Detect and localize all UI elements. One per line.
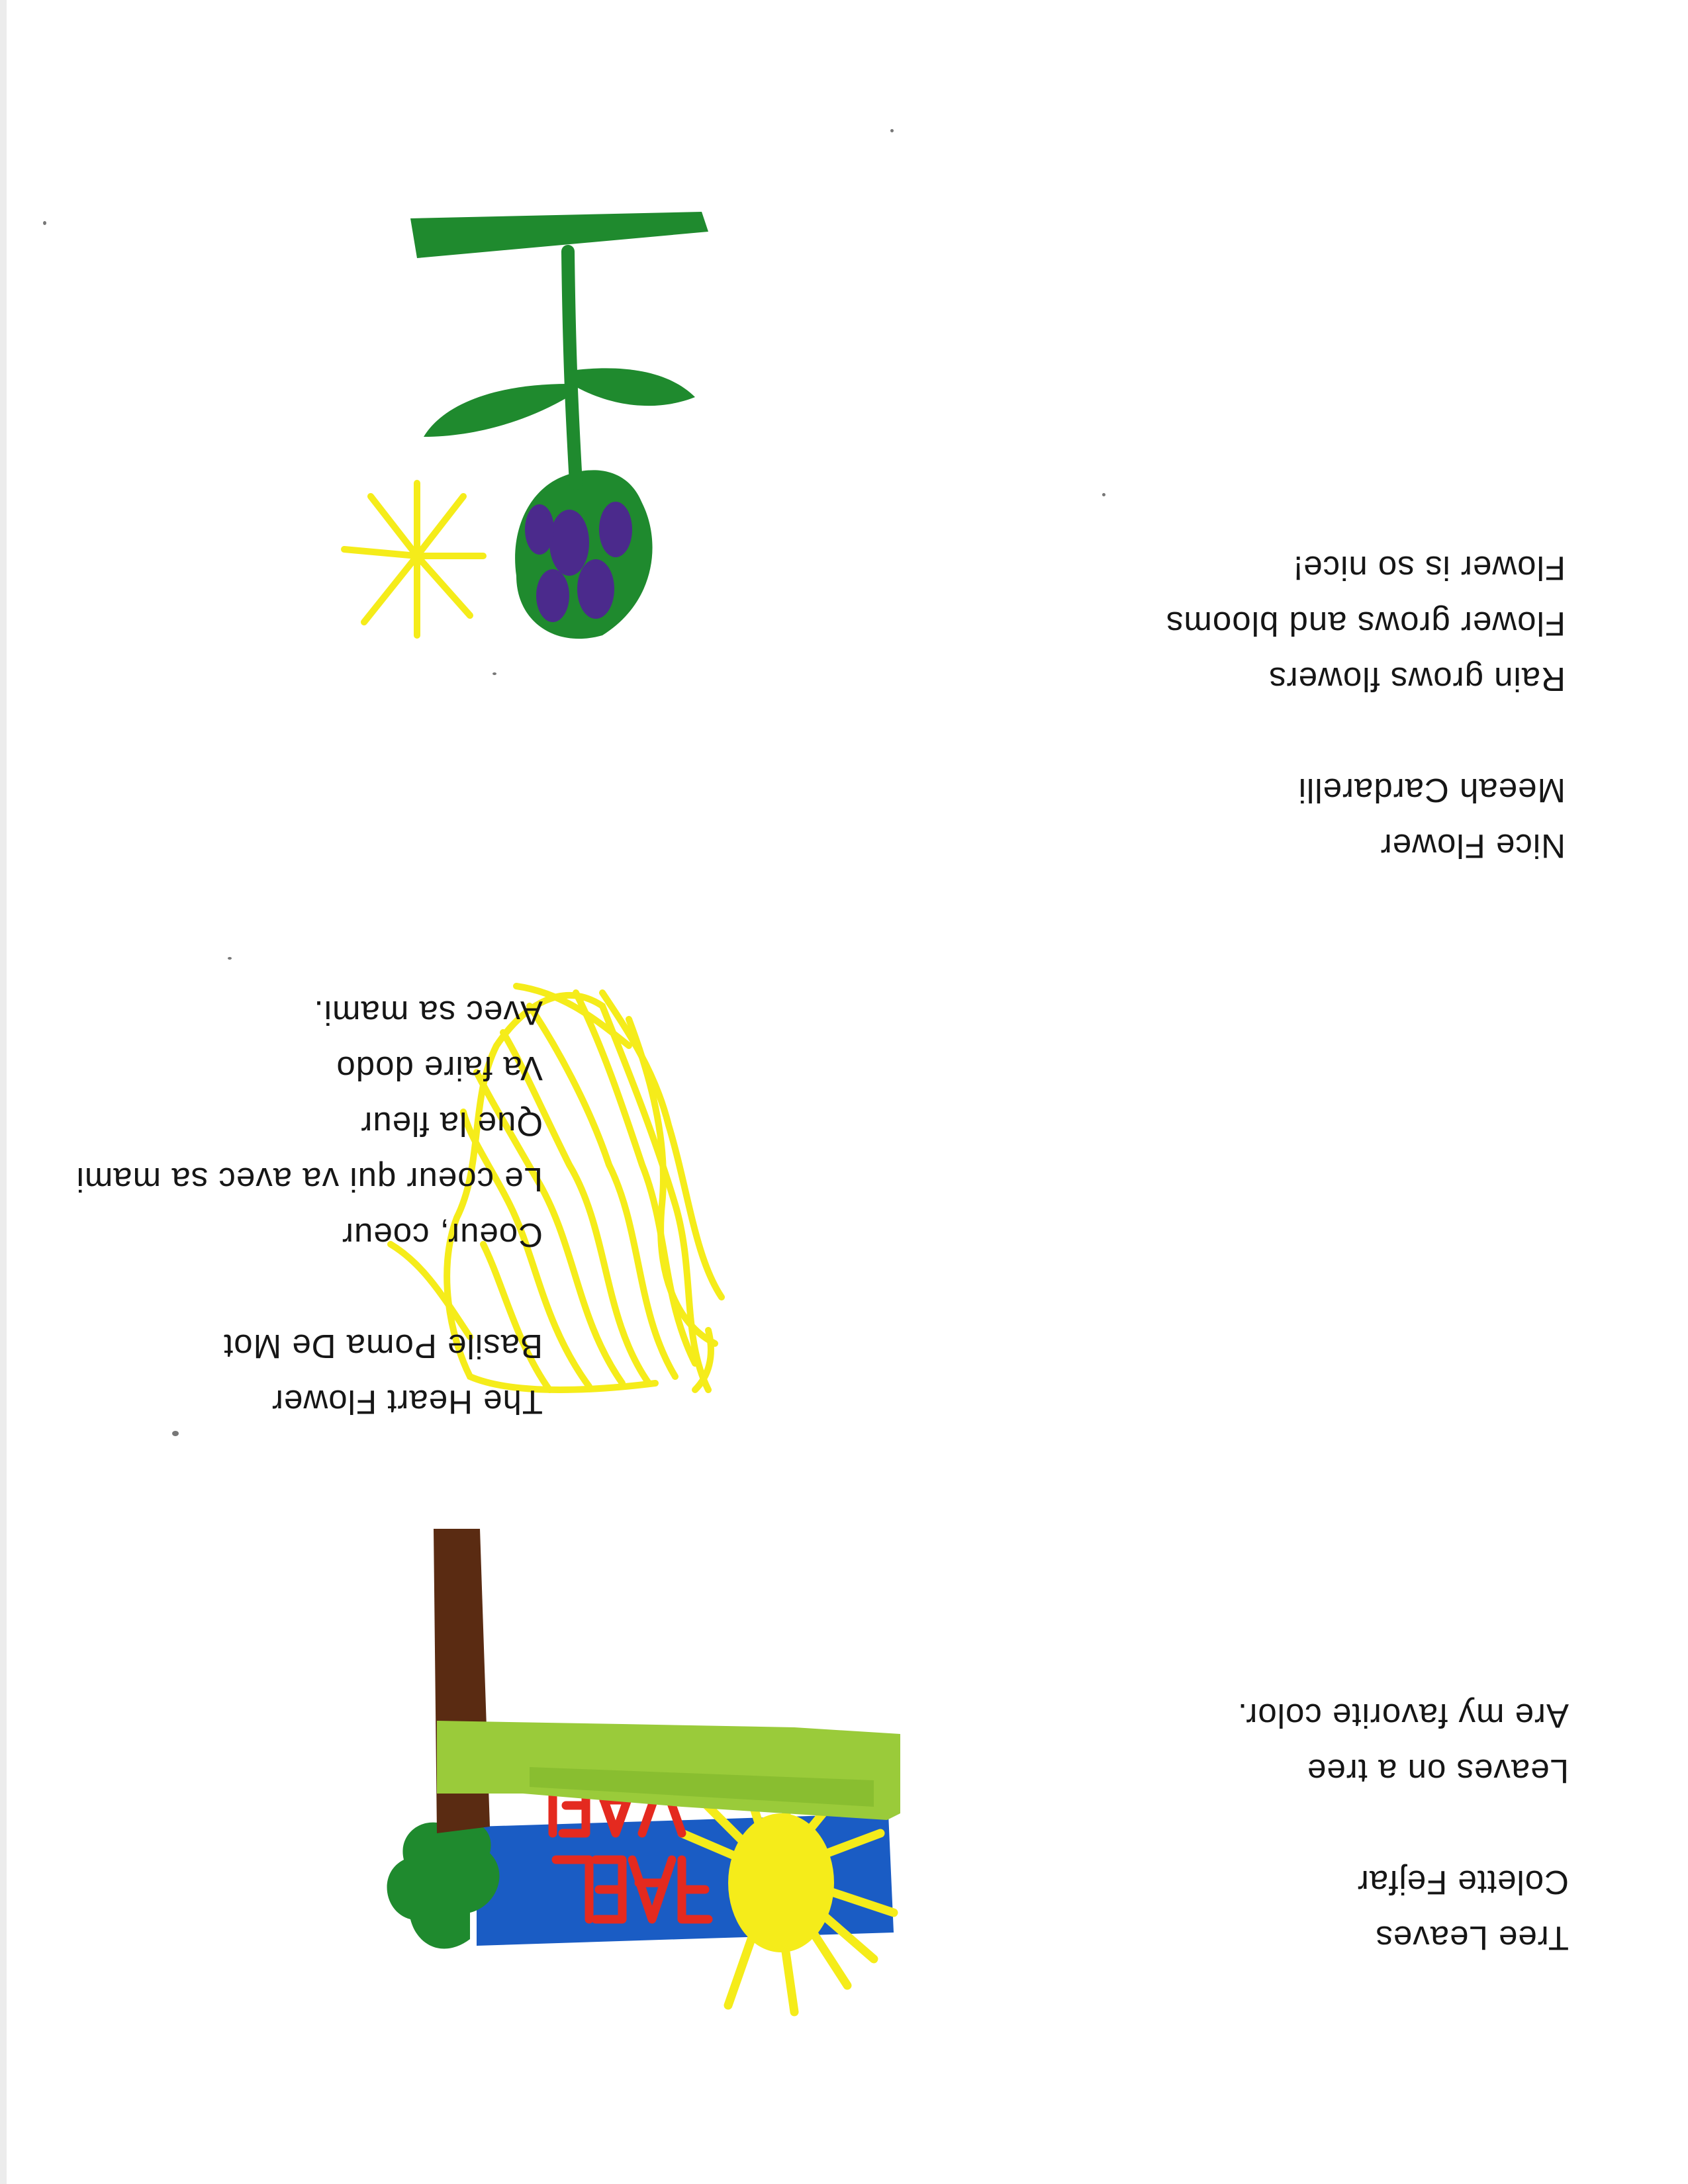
flower-leaf [424, 384, 568, 437]
poem-title: Tree Leaves [1375, 1919, 1569, 1957]
flower-drawing [311, 212, 814, 675]
poem-title: Nice Flower [1380, 827, 1566, 865]
poem-author: Colette Fejfar [1356, 1864, 1569, 1901]
poem-line: Rain grows flowers [1268, 660, 1566, 698]
poem-line: Flower is so nice! [1293, 549, 1566, 587]
poem-line: Are my favorite color. [1237, 1697, 1569, 1735]
poem-line: Leaves on a tree [1307, 1752, 1569, 1790]
poem-tree-leaves [1237, 1688, 1569, 1966]
scan-speck [172, 1431, 179, 1436]
poem-line: Le coeur qui va avec sa mami [75, 1161, 543, 1199]
poem-line: Va faire dodo [336, 1050, 543, 1087]
scan-speck [492, 672, 496, 675]
poem-author: Basile Poma De Mot [223, 1328, 543, 1365]
tree-leaves-drawing [285, 1529, 900, 2032]
poem-author: Meeah Cardarelli [1297, 772, 1566, 809]
poem-line: Flower grows and blooms [1165, 605, 1566, 643]
poem-line: Avec sa mami. [313, 994, 543, 1032]
poem-nice-flower [1166, 540, 1566, 874]
ground-line [410, 212, 708, 258]
leaf-canopy [437, 1721, 900, 1820]
scan-speck [228, 957, 232, 960]
poem-line: Coeur, coeur [341, 1216, 543, 1254]
scan-speck [1102, 493, 1105, 496]
poem-line: Que la fleur [360, 1105, 543, 1143]
flower-leaf [571, 368, 695, 406]
sun-core [728, 1813, 834, 1952]
poem-heart-flower [76, 985, 543, 1430]
scan-speck [43, 221, 46, 225]
scan-speck [890, 129, 894, 132]
flower-stem [568, 251, 576, 483]
poem-title: The Heart Flower [271, 1383, 543, 1421]
small-sun [344, 483, 483, 635]
